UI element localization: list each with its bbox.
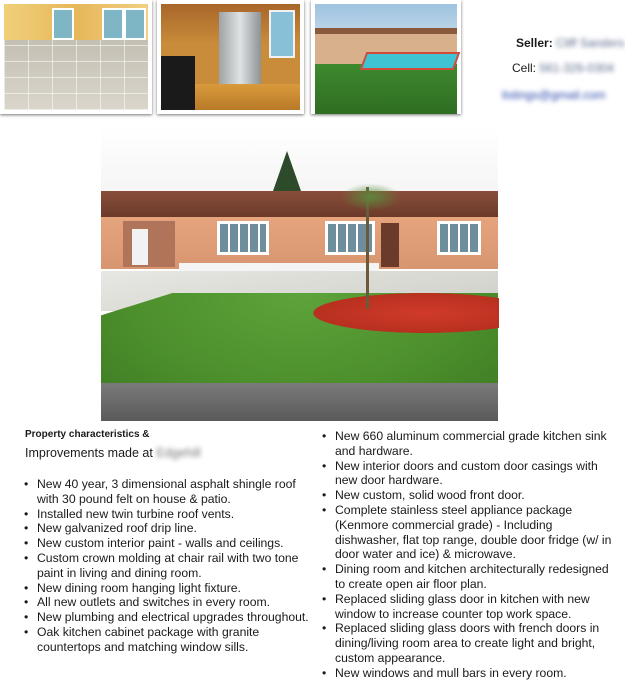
list-item: • New plumbing and electrical upgrades throughout. — [24, 610, 320, 625]
living-room-photo — [4, 4, 148, 110]
list-item: • All new outlets and switches in every room. — [24, 595, 320, 610]
improvements-subheading — [25, 446, 201, 460]
property-heading: Property characteristics & — [25, 429, 150, 440]
list-item: • New 40 year, 3 dimensional asphalt shingle roof with 30 pound felt on house & patio. — [24, 477, 320, 507]
seller-name: Cliff Sanders — [556, 36, 625, 50]
improvements-list-left — [24, 477, 320, 655]
kitchen-photo — [161, 4, 300, 110]
improvements-list-right — [322, 429, 614, 681]
list-item: • Dining room and kitchen architecturally redesigned to create open air floor plan. — [322, 562, 614, 592]
cell-label: Cell: — [512, 61, 537, 75]
list-item: • Custom crown molding at chair rail with two tone paint in living and dining room. — [24, 551, 320, 581]
list-item: • Oak kitchen cabinet package with granite countertops and matching window sills. — [24, 625, 320, 655]
list-item: • New custom, solid wood front door. — [322, 488, 614, 503]
thumbnail-backyard[interactable] — [311, 0, 461, 114]
thumbnail-living-room[interactable] — [0, 0, 152, 114]
house-exterior-photo — [101, 125, 498, 421]
list-item: • New 660 aluminum commercial grade kitchen sink and hardware. — [322, 429, 614, 459]
list-item: • Replaced sliding glass door in kitchen with new window to increase counter top work space. — [322, 592, 614, 622]
list-item: • Installed new twin turbine roof vents. — [24, 507, 320, 522]
subheading-address: Edgehill — [156, 446, 201, 460]
list-item: • New custom interior paint - walls and ceilings. — [24, 536, 320, 551]
seller-label: Seller: — [516, 36, 553, 50]
list-item: • New windows and mull bars in every room. — [322, 666, 614, 681]
list-item: • Complete stainless steel appliance package (Kenmore commercial grade) - Including dishwasher, flat top range, double door fridge (w/ in door water and ice) & microwave. — [322, 503, 614, 562]
backyard-pool-photo — [315, 4, 457, 110]
thumbnail-kitchen[interactable] — [157, 0, 304, 114]
email-link[interactable]: listings@gmail.com — [502, 88, 606, 102]
subheading-prefix: Improvements made at — [25, 446, 153, 460]
list-item: • New dining room hanging light fixture. — [24, 581, 320, 596]
list-item: • New interior doors and custom door casings with new door hardware. — [322, 459, 614, 489]
list-item: • New galvanized roof drip line. — [24, 521, 320, 536]
cell-row — [512, 61, 614, 75]
seller-row — [516, 36, 625, 50]
list-item: • Replaced sliding glass doors with french doors in dining/living room area to create light and bright, custom appearance. — [322, 621, 614, 665]
cell-number: 561-326-0304 — [539, 61, 615, 75]
